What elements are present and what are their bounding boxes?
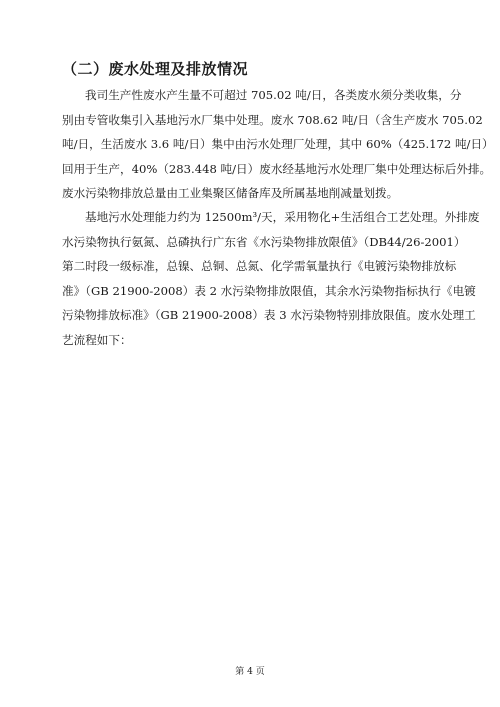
paragraph-line: 基地污水处理能力约为 12500m³/天，采用物化+生活组合工艺处理。外排废 xyxy=(85,210,480,224)
section-heading: （二）废水处理及排放情况 xyxy=(62,60,249,78)
paragraph-line: 污染物排放标准》（GB 21900-2008）表 3 水污染物特别排放限值。废水处理工 xyxy=(62,308,476,323)
page-number: 第 4 页 xyxy=(235,667,265,677)
paragraph-line: 我司生产性废水产生量不可超过 705.02 吨/日，各类废水须分类收集，分 xyxy=(85,88,462,102)
paragraph-line: 第二时段一级标准，总镍、总铜、总氮、化学需氧量执行《电镀污染物排放标 xyxy=(62,259,457,274)
paragraph-line: 别由专管收集引入基地污水厂集中处理。废水 708.62 吨/日（含生产废水 705.02 xyxy=(62,112,483,127)
paragraph-line: 准》（GB 21900-2008）表 2 水污染物排放限值，其余水污染物指标执行《电镀 xyxy=(62,283,476,298)
paragraph-treatment-standards xyxy=(62,205,480,353)
paragraph-line: 吨/日，生活废水 3.6 吨/日）集中由污水处理厂处理，其中 60%（425.172 吨/日） xyxy=(62,137,494,152)
paragraph-wastewater-volume xyxy=(62,83,494,206)
paragraph-line: 回用于生产，40%（283.448 吨/日）废水经基地污水处理厂集中处理达标后外排。 xyxy=(62,161,492,176)
paragraph-line: 艺流程如下： xyxy=(62,332,132,347)
paragraph-line: 废水污染物排放总量由工业集聚区储备库及所属基地削减量划拨。 xyxy=(62,186,399,201)
paragraph-line: 水污染物执行氨氮、总磷执行广东省《水污染物排放限值》（DB44/26-2001） xyxy=(62,234,466,249)
